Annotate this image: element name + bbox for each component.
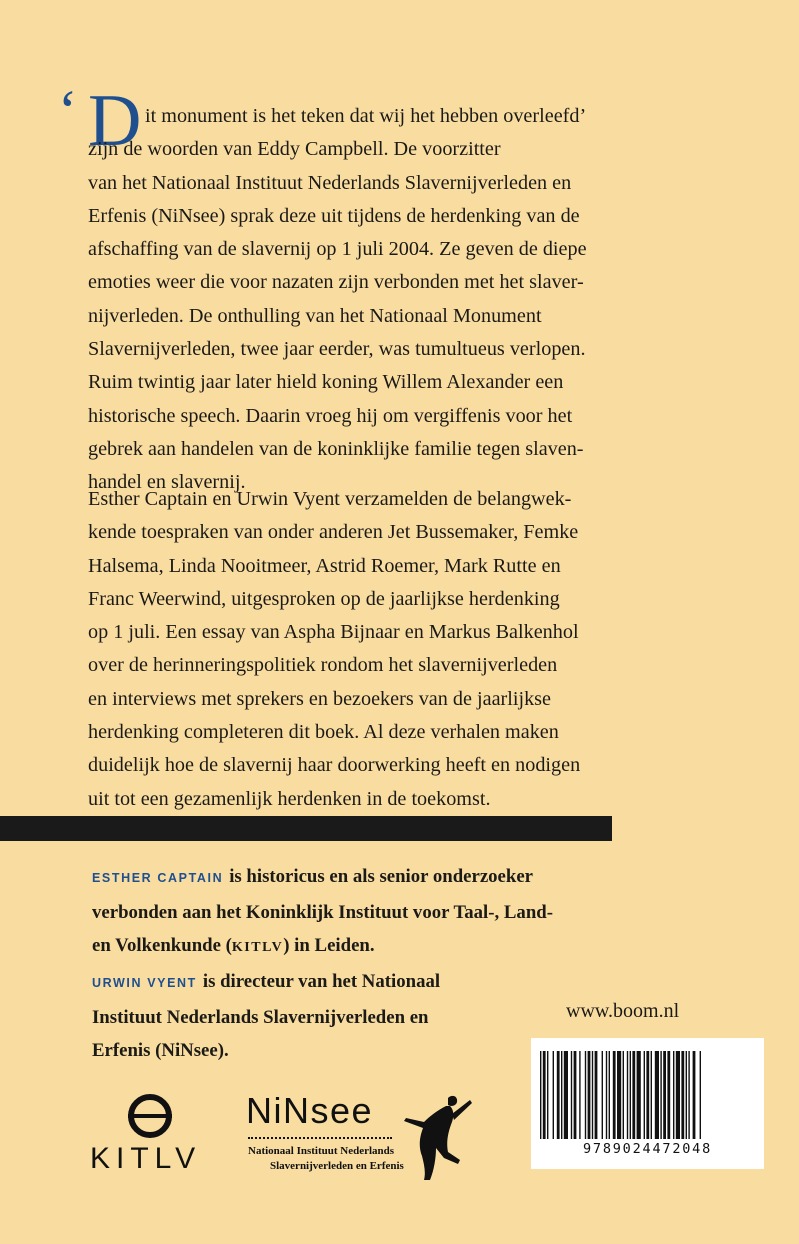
opening-quote-mark: ‘ [58,78,78,143]
kitlv-logo [90,1092,220,1175]
blurb-line: uit tot een gezamenlijk herdenken in de toekomst. [88,787,491,810]
divider-bar [0,816,612,841]
bio-line: is historicus en als senior onderzoeker [229,866,533,887]
barcode-bar [588,1051,591,1139]
barcode-bar [655,1051,659,1139]
blurb-line: Ruim twintig jaar later hield koning Willem Alexander een [88,371,564,394]
blurb-line: handel en slavernij. [88,471,246,494]
barcode-bar [561,1051,562,1139]
kitlv-abbreviation: KITLV [231,940,284,955]
barcode-bar [543,1051,546,1139]
barcode-bar [592,1051,593,1139]
barcode-bar [540,1051,541,1139]
bio-line: Erfenis (NiNsee). [92,1040,229,1061]
barcode-bar [585,1051,586,1139]
blurb-line: op 1 juli. Een essay van Aspha Bijnaar en Markus Balkenhol [88,621,579,644]
blurb-line: Esther Captain en Urwin Vyent verzamelden de belangwek- [88,488,572,510]
blurb-line: gebrek aan handelen van de koninklijke familie tegen slaven- [88,437,584,460]
blurb-line: en interviews met sprekers en bezoekers van de jaarlijkse [88,687,552,710]
blurb-line: Halsema, Linda Nooitmeer, Astrid Roemer, Mark Rutte en [88,554,561,577]
barcode-bars [540,1051,755,1139]
blurb-line: historische speech. Daarin vroeg hij om vergiffenis voor het [88,404,573,427]
barcode-bar [571,1051,572,1139]
bio-line: en Volkenkunde ( [92,935,232,956]
ninsee-wordmark: NiNsee [246,1090,374,1131]
barcode-bar [557,1051,560,1139]
barcode-bar [676,1051,680,1139]
barcode-bar [602,1051,603,1139]
bio-line: Instituut Nederlands Slavernijverleden en [92,1006,429,1028]
barcode-bar [623,1051,624,1139]
author-bio-esther-captain [92,860,553,965]
author-name: ESTHER CAPTAIN [92,871,224,885]
blurb-line: afschaffing van de slavernij op 1 juli 2004. Ze geven de diepe [88,238,587,261]
barcode-bar [579,1051,580,1139]
barcode-bar [667,1051,670,1139]
blurb-line: it monument is het teken dat wij het hebben overleefd’ [145,105,587,127]
isbn-barcode [531,1038,764,1169]
barcode-bar [673,1051,674,1139]
barcode-bar [617,1051,621,1139]
isbn-number: 9789024472048 [582,1141,713,1157]
kitlv-emblem-icon [120,1092,180,1140]
blurb-line: van het Nationaal Instituut Nederlands Slavernijverleden en [88,171,572,194]
blurb-paragraph-1 [88,100,728,500]
barcode-bar [693,1051,696,1139]
blurb-line: herdenking completeren dit boek. Al deze verhalen maken [88,721,559,744]
barcode-bar [646,1051,649,1139]
barcode-bar [630,1051,631,1139]
barcode-bar [553,1051,554,1139]
ninsee-subtitle-line: Nationaal Instituut Nederlands [248,1145,395,1157]
barcode-bar [651,1051,652,1139]
barcode-bar [574,1051,577,1139]
barcode-bar [644,1051,645,1139]
blurb-line: nijverleden. De onthulling van het Nationaal Monument [88,304,542,327]
barcode-bar [660,1051,661,1139]
barcode-bar [613,1051,616,1139]
blurb-line: Erfenis (NiNsee) sprak deze uit tijdens de herdenking van de [88,204,580,227]
bio-line: ) in Leiden. [283,935,375,956]
barcode-bar [632,1051,635,1139]
bio-line: verbonden aan het Koninklijk Instituut voor Taal-, Land- [92,901,553,923]
barcode-bar [547,1051,548,1139]
author-name: URWIN VYENT [92,976,197,990]
kitlv-wordmark: KITLV [90,1142,202,1175]
barcode-bar [688,1051,689,1139]
author-bio-urwin-vyent [92,965,440,1068]
ninsee-subtitle [248,1144,404,1173]
blurb-line: Franc Weerwind, uitgesproken op de jaarlijkse herdenking [88,587,560,610]
barcode-bar [686,1051,687,1139]
barcode-bar [595,1051,598,1139]
barcode-bar [627,1051,628,1139]
publisher-website: www.boom.nl [566,1000,680,1022]
barcode-bar [663,1051,666,1139]
ninsee-logo [246,1090,486,1190]
blurb-paragraph-2 [88,483,728,816]
dancer-silhouette-icon [396,1092,476,1182]
blurb-line: over de herinneringspolitiek rondom het slavernijverleden [88,654,558,677]
barcode-bar [637,1051,641,1139]
barcode-bar [606,1051,607,1139]
blurb-line: kende toespraken van onder anderen Jet Bussemaker, Femke [88,521,579,544]
barcode-bar [681,1051,684,1139]
bio-line: is directeur van het Nationaal [202,971,441,992]
barcode-bar [564,1051,568,1139]
drop-cap: D [88,80,142,162]
barcode-bar [700,1051,701,1139]
blurb-line: duidelijk hoe de slavernij haar doorwerking heeft en nodigen [88,754,581,777]
barcode-bar [609,1051,610,1139]
blurb-line: emoties weer die voor nazaten zijn verbonden met het slaver- [88,271,584,294]
blurb-line: Slavernijverleden, twee jaar eerder, was tumultueus verlopen. [88,338,586,361]
blurb-line: zijn de woorden van Eddy Campbell. De voorzitter [88,138,501,161]
ninsee-dotted-line [248,1137,392,1139]
ninsee-subtitle-line: Slavernijverleden en Erfenis [270,1159,404,1172]
